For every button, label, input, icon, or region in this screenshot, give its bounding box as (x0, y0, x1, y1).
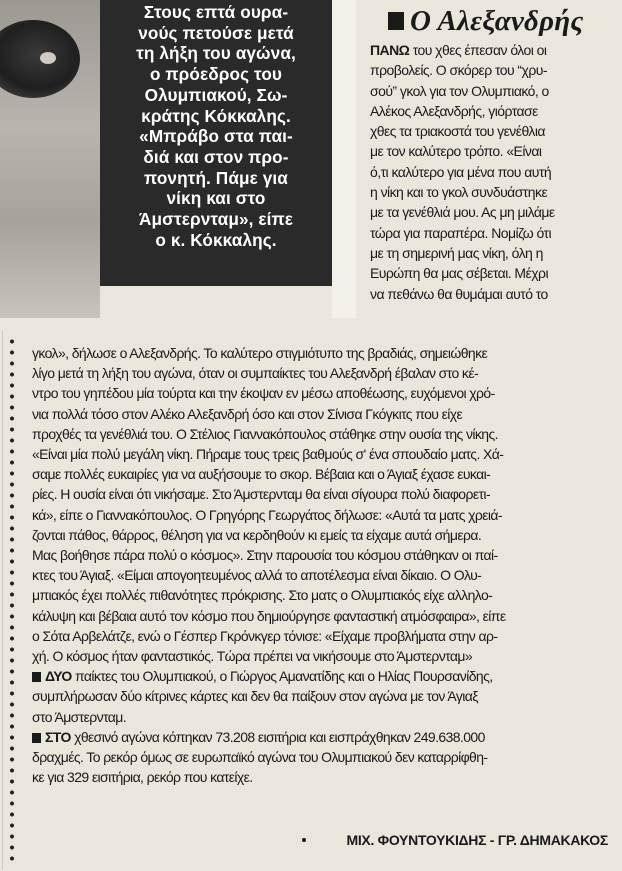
page-edge (2, 330, 3, 870)
headline-text: Ο Αλεξανδρής (410, 4, 584, 37)
photo (0, 0, 100, 318)
para2-lead: ΔΥΟ (45, 668, 72, 685)
byline: ΜΙΧ. ΦΟΥΝΤΟΥΚΙΔΗΣ - ΓΡ. ΔΗΜΑΚΑΚΟΣ (346, 832, 608, 848)
photo-highlight (40, 52, 56, 64)
bullet-square-icon (32, 733, 41, 743)
bullet-square-icon (32, 672, 41, 682)
margin-dots (9, 336, 15, 866)
para3-lead: ΣΤΟ (45, 728, 71, 745)
article-body (32, 343, 612, 787)
column-paragraph (370, 40, 610, 304)
quote-text: Στους επτά ουρα- νούς πετούσε μετά τη λήξη του αγώνα, ο πρόεδρος του Ολυμπιακού, Σω- κράτης Κόκκαλης. «Μπράβο στα παι- διά και στον προ- πονητή. Πάμε για νίκη και στο Άμστερνταμ», είπε ο κ. Κόκκαλης. (136, 2, 296, 250)
para2-text: παίκτες του Ολυμπιακού, ο Γιώργος Αμανατίδης και ο Ηλίας Πουρσανίδης, συμπλήρωσαν δύο κίτρινες κάρτες και δεν θα παίξουν στον αγώνα με τον Άγιαξ στο Άμστερνταμ. (32, 668, 493, 725)
side-column (370, 4, 610, 304)
para3-text: χθεσινό αγώνα κόπηκαν 73.208 εισιτήρια και εισπράχθηκαν 249.638.000 δραχμές. Το ρεκόρ όμως σε ευρωπαϊκό αγώνα του Ολυμπιακού δεν καταρρίφθη- κε για 329 εισιτήρια, ρεκόρ που κατείχε. (32, 728, 488, 786)
column-gutter (332, 0, 356, 318)
lead-word: ΠΑΝΩ (370, 42, 410, 58)
body-text: γκολ», δήλωσε ο Αλεξανδρής. Το καλύτερο στιγμιότυπο της βραδιάς, σημειώθηκε λίγο μετά τη λήξη του αγώνα, όταν οι συμπαίκτες του Αλεξανδρή έβαλαν στο κέ- ντρο του γηπέδου μία τούρτα και την έκοψαν εν μέσω αποθέωσης, ευχόμενοι χρό- νια πολλά τόσο στον Αλέκο Αλεξανδρή όσο και στον Σίνισα Γκόγκιτς που είχε προχθές τα γενέθλιά του. Ο Στέλιος Γιαννακόπουλος στάθηκε στην ουσία της νίκης. «Είναι μία πολύ μεγάλη νίκη. Πήραμε τους τρεις βαθμούς σ' ένα σπουδαίο ματς. Χά- σαμε πολλές ευκαιρίες για να αυξήσουμε το σκορ. Βέβαια και ο Άγιαξ έχασε ευκαι- ρίες. Η ουσία είναι ότι νικήσαμε. Στο Άμστερνταμ θα είναι σίγουρα πολύ διαφορετι- κά», είπε ο Γιαννακόπουλος. Ο Γρηγόρης Γεωργάτος δήλωσε: «Αυτά τα ματς χρειά- ζονται πάθος, θάρρος, θέληση για να κερδηθούν κι εμείς τα είχαμε αυτά σήμερα. Μας βοήθησε πάρα πολύ ο κόσμος». Στην παρουσία του κόσμου στάθηκαν οι παί- κτες του Άγιαξ. «Είμαι απογοητευμένος αλλά το αποτέλεσμα είναι δίκαιο. Ο Ολυ- μπιακός έχει πολλές πιθανότητες πρόκρισης. Στο ματς ο Ολυμπιακός είχε αλληλο- κάλυψη και βέβαια αυτό τον κόσμο που δημιούργησε φανταστική ατμόσφαιρα», είπε ο Σότα Αρβελάτζε, ενώ ο Γέσπερ Γκρόνκγερ τόνισε: «Είχαμε προβλήματα στην αρ- χή. Ο κόσμος ήταν φανταστικός. Τώρα πρέπει να νικήσουμε στο Άμστερνταμ» (32, 345, 506, 665)
byline-dot (302, 838, 306, 842)
article-headline (388, 4, 610, 38)
quote-box (100, 0, 332, 286)
headline-square-icon (388, 12, 404, 30)
column-text: του χθες έπεσαν όλοι οι προβολείς. Ο σκόρερ του “χρυ- σού” γκολ για τον Ολυμπιακό, ο Αλέκος Αλεξανδρής, γιόρτασε χθες τα τριακοστά του γενέθλια με τον καλύτερο τρόπο. «Είναι ό,τι καλύτερο για μένα που αυτή η νίκη και το γκολ συνδυάστηκε με τα γενέθλιά μου. Ας μη μιλάμε τώρα για παραπέρα. Νομίζω ότι με τη σημερινή μας νίκη, όλη η Ευρώπη θα μας σέβεται. Μέχρι να πεθάνω θα θυμάμαι αυτό το (370, 42, 555, 302)
